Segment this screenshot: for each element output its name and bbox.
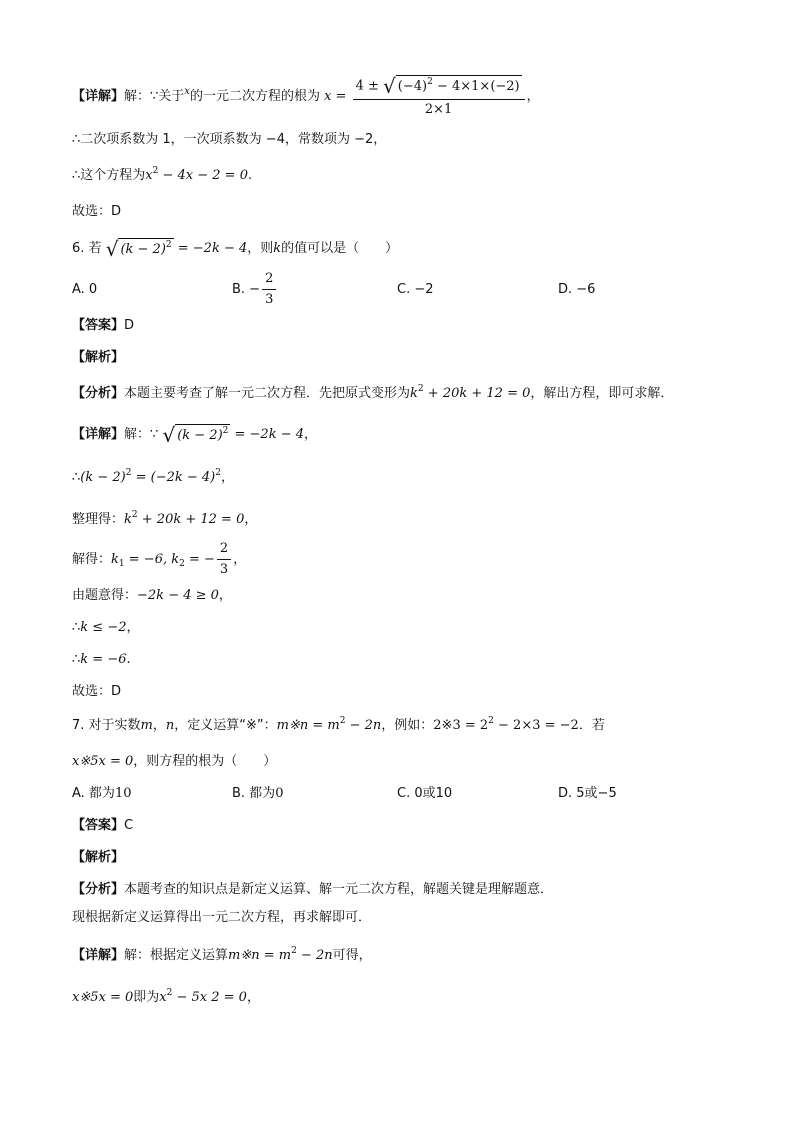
root-formula-fraction: 4 ± √ $(-4)^2 - 4\times 1\times(-2)$ 2×1 bbox=[353, 75, 525, 118]
q6-fenxi: 【分析】本题主要考查了解一元二次方程．先把原式变形为$k^2 + 20k + 12 = 0$，解出方程，即可求解． bbox=[72, 384, 674, 401]
q6-option-c: C. −2 bbox=[397, 282, 434, 297]
q7-fenxi-line-2: 现根据新定义运算得出一元二次方程，再求解即可． bbox=[72, 910, 372, 925]
q7-option-b: B. 都为0 bbox=[232, 786, 284, 801]
q7-analysis-heading: 【解析】 bbox=[72, 850, 125, 865]
q6-detail-step-5: 由题意得：−2k − 4 ≥ 0， bbox=[72, 588, 232, 603]
q6-detail-step-7: ∴k = −6. bbox=[72, 652, 131, 667]
q7-fenxi: 【分析】本题考查的知识点是新定义运算、解一元二次方程，解题关键是理解题意． bbox=[72, 882, 554, 897]
q7-detail-step-2: x※5x = 0即为$x^2 - 5x$ 2 = 0， bbox=[72, 988, 260, 1005]
q6-detail-step-3: 整理得：$k^2 + 20k + 12 = 0$， bbox=[72, 510, 258, 527]
q6-option-d: D. −6 bbox=[558, 282, 596, 297]
q7-option-a: A. 都为10 bbox=[72, 786, 132, 801]
q6-detail-step-4: 解得：$k_1 = -6$, $k_2$ = − $\frac{2}{3}$ ， bbox=[72, 541, 247, 577]
q6-option-b: B. − $\frac{2}{3}$ bbox=[232, 270, 278, 310]
q6-detail-choice: 故选：D bbox=[72, 684, 122, 699]
q6-detail-step-1: 【详解】解：∵ √ $(k - 2)^2$ = −2k − 4， bbox=[72, 422, 318, 447]
question-6-stem: 6. 若 √ $(k - 2)^2$ = −2k − 4，则k的值可以是（ ） bbox=[72, 236, 399, 261]
detail-line-coefficients: ∴二次项系数为 1，一次项系数为 −4，常数项为 −2， bbox=[72, 132, 387, 147]
q6-detail-step-6: ∴k ≤ −2， bbox=[72, 620, 140, 635]
q6-detail-step-2: ∴(k − $2)^2 = (-2k - 4)^2$， bbox=[72, 468, 234, 485]
question-7-stem-line-2: x※5x = 0，则方程的根为（ ） bbox=[72, 754, 277, 769]
question-7-stem-line-1: 7. 对于实数m，n，定义运算“※”：m※n = $m^2 - 2n$，例如：2※3 = $2^2 - 2\times 3 = -2$．若 bbox=[72, 716, 605, 733]
q6-answer: 【答案】D bbox=[72, 318, 135, 333]
q7-detail-step-1: 【详解】解：根据定义运算m※n = $m^2 - 2n$可得， bbox=[72, 946, 372, 963]
detail-line-roots-formula: 【详解】解：∵关于$^x$的一元二次方程的根为 x = 4 ± √ $(-4)^2 - 4\times 1\times(-2)$ 2×1 ， bbox=[72, 74, 540, 117]
q6-analysis-heading: 【解析】 bbox=[72, 350, 125, 365]
root-formula-sqrt: √ $(-4)^2 - 4\times 1\times(-2)$ bbox=[383, 74, 520, 98]
q6-sqrt: √ $(k - 2)^2$ bbox=[105, 236, 172, 261]
q7-option-c: C. 0或10 bbox=[397, 786, 453, 801]
detail-line-choice: 故选：D bbox=[72, 204, 122, 219]
q7-option-d: D. 5或−5 bbox=[558, 786, 617, 801]
detail-label: 【详解】 bbox=[72, 89, 125, 104]
q6-option-a: A. 0 bbox=[72, 282, 98, 297]
q7-answer: 【答案】C bbox=[72, 818, 134, 833]
detail-line-equation: ∴这个方程为$x^2 - 4x - 2 = 0$. bbox=[72, 166, 253, 183]
